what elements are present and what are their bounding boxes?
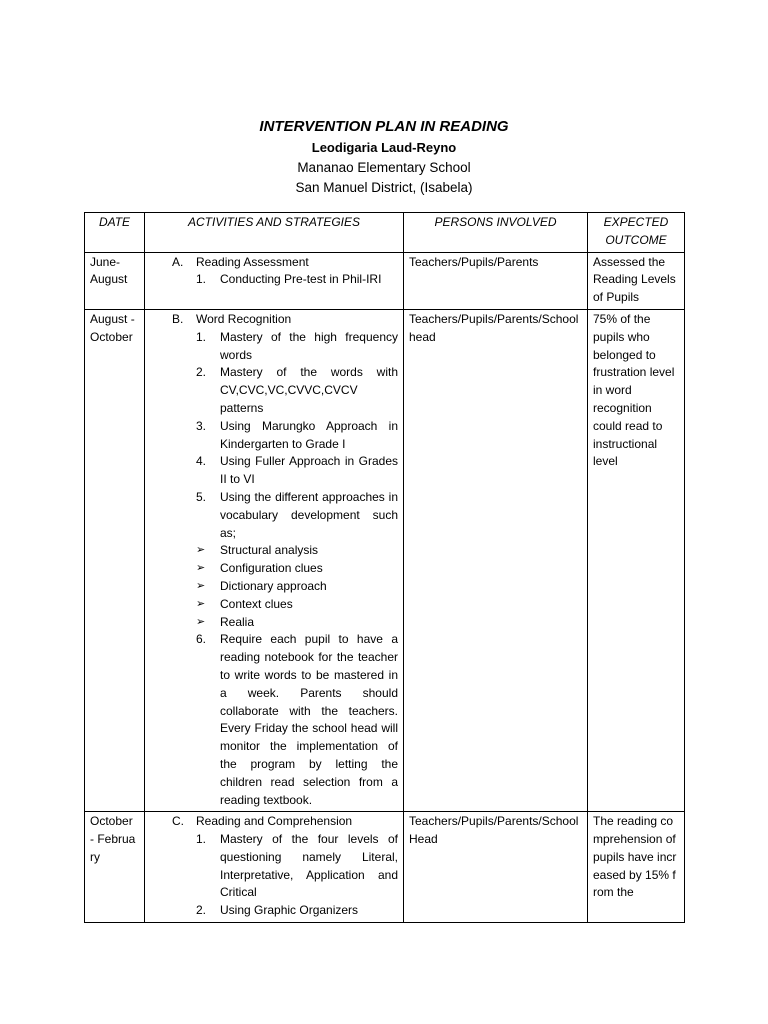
bullet-item [150,596,398,614]
item-number: 6. [196,632,207,647]
row-activities [145,309,404,811]
item-text: Using the different approaches in vocabulary development such as; [220,489,398,540]
list-item [150,418,398,454]
section-label: B. [172,311,184,326]
list-item [150,489,398,542]
row-date: August - October [85,309,145,811]
item-text: Mastery of the four levels of questioning namely Literal, Interpretative, Application and Critical [220,832,398,900]
bullet-text: Structural analysis [220,543,319,558]
item-text: Require each pupil to have a reading notebook for the teacher to write words to be mastered in a week. Parents should collaborate with the teachers. Every Friday the school head will monitor the implementation of the program by letting the children read selection from a reading textbook. [220,632,398,807]
arrow-bullet-icon: ➢ [196,615,206,628]
bullet-text: Dictionary approach [220,578,327,593]
arrow-bullet-icon: ➢ [196,579,206,592]
row-date: June-August [85,252,145,309]
arrow-bullet-icon: ➢ [196,544,206,557]
bullet-text: Configuration clues [220,561,323,576]
item-number: 2. [196,365,207,380]
item-text: Mastery of the high frequency words [220,329,398,362]
section-heading [150,311,398,329]
table-row [85,812,685,923]
section-label: A. [172,254,184,269]
bullet-item [150,578,398,596]
item-text: Mastery of the words with CV,CVC,VC,CVVC,CVCV patterns [220,365,398,415]
item-text: Conducting Pre-test in Phil-IRI [220,272,382,287]
document-author: Leodigaria Laud-Reyno [311,140,457,155]
item-number: 1. [196,329,207,344]
bullet-item [150,560,398,578]
list-item [150,271,398,289]
district-name: San Manuel District, (Isabela) [295,180,473,195]
row-activities [145,252,404,309]
row-persons: Teachers/Pupils/Parents/School Head [404,812,588,923]
section-heading [150,813,398,831]
list-item [150,329,398,365]
item-text: Using Fuller Approach in Grades II to VI [220,454,398,487]
bullet-item [150,542,398,560]
item-number: 1. [196,832,207,847]
row-outcome: 75% of the pupils who belonged to frustration level in word recognition could read to instructional level [588,309,685,811]
arrow-bullet-icon: ➢ [196,562,206,575]
arrow-bullet-icon: ➢ [196,597,206,610]
header-persons: PERSONS INVOLVED [404,213,588,253]
table-row [85,309,685,811]
list-item [150,831,398,902]
section-title: Word Recognition [196,311,292,326]
list-item [150,453,398,489]
header-activities: ACTIVITIES AND STRATEGIES [145,213,404,253]
row-persons: Teachers/Pupils/Parents/School head [404,309,588,811]
item-number: 1. [196,272,207,287]
list-item [150,902,398,920]
section-title: Reading Assessment [196,254,309,269]
intervention-plan-table [84,212,685,923]
list-item [150,364,398,417]
item-text: Using Marungko Approach in Kindergarten to Grade I [220,418,398,451]
bullet-item [150,614,398,632]
section-label: C. [172,814,184,829]
row-date: October - February [85,812,145,923]
list-item [150,631,398,809]
row-outcome: Assessed the Reading Levels of Pupils [588,252,685,309]
row-outcome: The reading comprehension of pupils have increased by 15% from the [588,812,685,923]
section-title: Reading and Comprehension [196,814,353,829]
bullet-text: Context clues [220,596,293,611]
document-title: INTERVENTION PLAN IN READING [259,118,509,135]
item-number: 2. [196,903,207,918]
item-number: 3. [196,418,207,433]
school-name: Mananao Elementary School [297,160,471,175]
item-number: 4. [196,454,207,469]
item-number: 5. [196,489,207,504]
item-text: Using Graphic Organizers [220,903,359,918]
table-row [85,252,685,309]
document-header [0,116,768,198]
row-activities [145,812,404,923]
header-date: DATE [85,213,145,253]
table-header-row [85,213,685,253]
bullet-text: Realia [220,614,255,629]
row-persons: Teachers/Pupils/Parents [404,252,588,309]
header-outcome: EXPECTED OUTCOME [588,213,685,253]
section-heading [150,254,398,272]
